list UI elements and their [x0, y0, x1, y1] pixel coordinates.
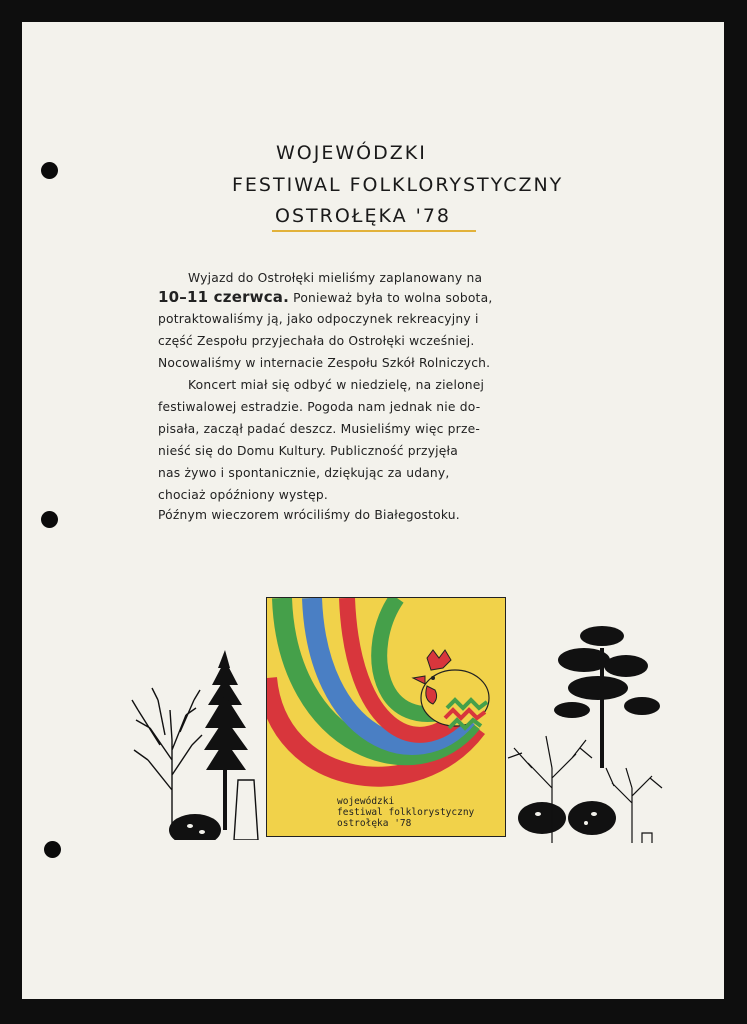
text-line-4: część Zespołu przyjechała do Ostrołęki wcześniej.	[158, 334, 475, 348]
punch-hole-top	[41, 162, 58, 179]
title-line-2: FESTIWAL FOLKLORYSTYCZNY	[232, 174, 564, 196]
text-line-8: pisała, zaczął padać deszcz. Musieliśmy więc prze-	[158, 422, 480, 436]
poster-caption	[337, 796, 474, 829]
poster-caption-line-1: wojewódzki	[337, 796, 395, 807]
text-line-9: nieść się do Domu Kultury. Publiczność przyjęła	[158, 444, 458, 458]
text-line-10: nas żywo i spontanicznie, dziękując za udany,	[158, 466, 450, 480]
text-line-2	[158, 288, 492, 306]
left-trees-illustration	[130, 640, 270, 840]
title-line-3: OSTROŁĘKA '78	[275, 205, 452, 227]
poster-caption-line-3: ostrołęka '78	[337, 818, 412, 829]
date-highlight: 10–11 czerwca.	[158, 288, 290, 306]
text-line-3: potraktowaliśmy ją, jako odpoczynek rekreacyjny i	[158, 312, 479, 326]
festival-poster	[266, 597, 506, 837]
document-page	[22, 22, 724, 999]
text-line-5: Nocowaliśmy w internacie Zespołu Szkół Rolniczych.	[158, 356, 491, 370]
text-line-7: festiwalowej estradzie. Pogoda nam jednak nie do-	[158, 400, 481, 414]
punch-hole-bottom	[44, 841, 61, 858]
title-line-1: WOJEWÓDZKI	[276, 142, 427, 164]
text-line-2-rest: Ponieważ była to wolna sobota,	[289, 291, 493, 305]
text-line-11: chociaż opóźniony występ.	[158, 488, 329, 502]
text-line-12: Późnym wieczorem wróciliśmy do Białegostoku.	[158, 508, 460, 522]
text-line-1: Wyjazd do Ostrołęki mieliśmy zaplanowany na	[188, 271, 483, 285]
poster-caption-line-2: festiwal folklorystyczny	[337, 807, 475, 818]
text-line-6: Koncert miał się odbyć w niedzielę, na zielonej	[188, 378, 485, 392]
title-underline	[272, 230, 476, 232]
punch-hole-middle	[41, 511, 58, 528]
right-trees-illustration	[502, 618, 667, 843]
